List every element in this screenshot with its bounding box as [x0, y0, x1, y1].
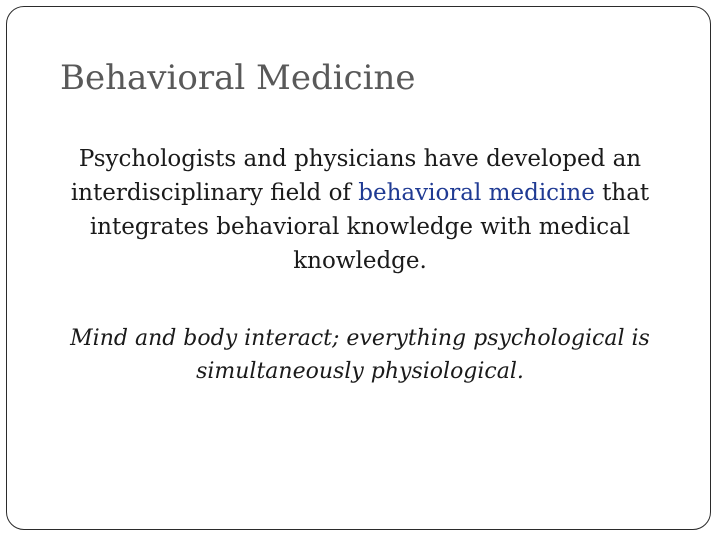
highlighted-term: behavioral medicine: [358, 180, 595, 206]
slide-title: Behavioral Medicine: [60, 58, 416, 98]
mind-body-quote: Mind and body interact; everything psychological is simultaneously physiological.: [70, 326, 650, 384]
paragraph-text-after: that integrates behavioral knowledge with medical knowledge.: [89, 180, 650, 274]
definition-paragraph: [40, 142, 680, 278]
paragraph-text-before: Psychologists and physicians have developed an interdisciplinary field of: [70, 146, 642, 206]
